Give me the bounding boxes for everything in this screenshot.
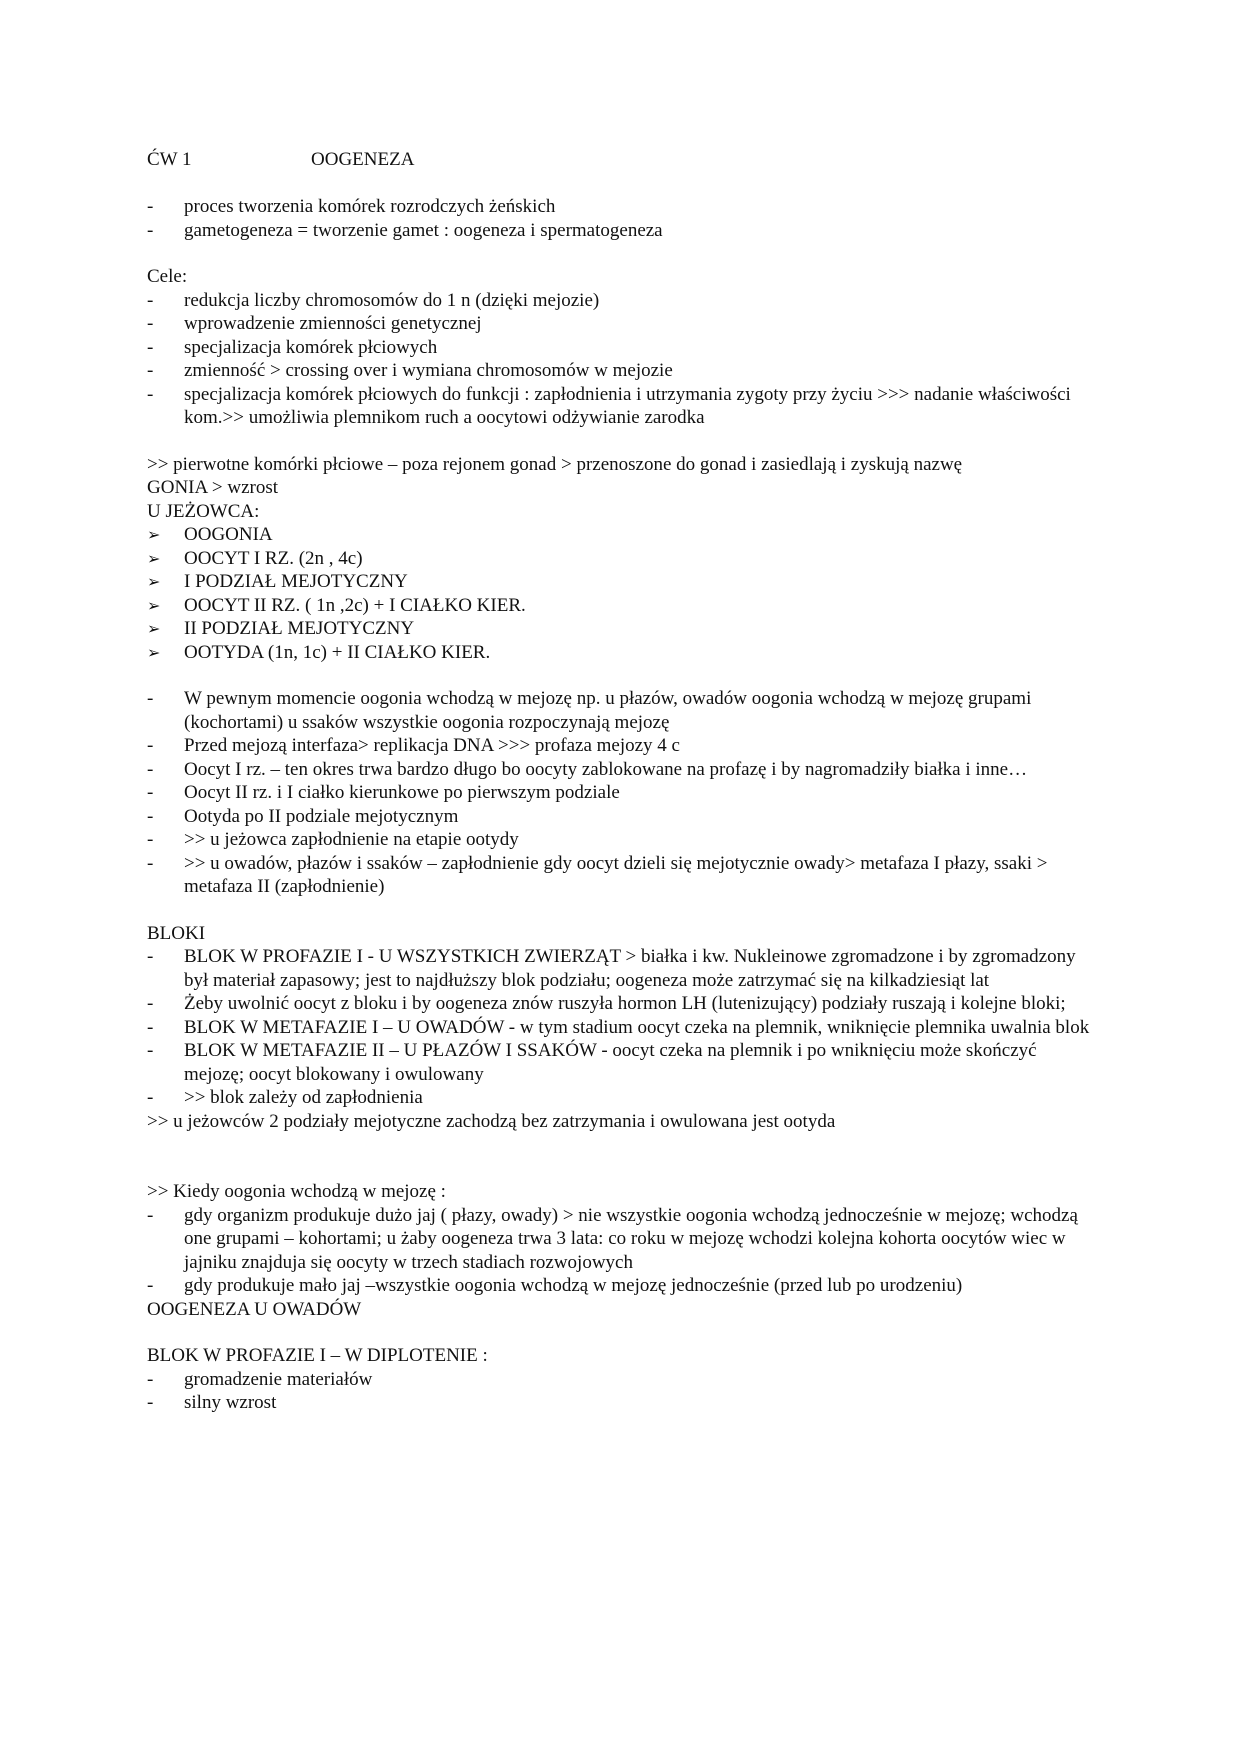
- arrow-bullet-icon: ➢: [147, 595, 161, 615]
- dash-marker: -: [147, 289, 154, 311]
- dash-marker: -: [147, 805, 154, 827]
- dash-marker: -: [147, 946, 154, 967]
- list-item: - BLOK W PROFAZIE I - U WSZYSTKICH ZWIERZĄT > białka i kw. Nukleinowe zgromadzone i by zgromadzony był materiał zapasowy; jest to najdłuższy blok podziału; oogeneza może zatrzymać się na kilkadziesiąt lat: [147, 946, 1076, 991]
- dash-marker: -: [147, 852, 154, 874]
- dash-marker: -: [147, 688, 154, 709]
- list-item: - proces tworzenia komórek rozrodczych żeńskich: [147, 196, 556, 217]
- list-item: - >> u jeżowca zapłodnienie na etapie ootydy: [147, 829, 519, 850]
- list-item: - Ootyda po II podziale mejotycznym: [147, 805, 459, 827]
- list-item: - Przed mejozą interfaza> replikacja DNA >>> profaza mejozy 4 c: [147, 735, 680, 756]
- dash-marker: -: [147, 735, 154, 756]
- list-item: - >> blok zależy od zapłodnienia: [147, 1087, 423, 1108]
- document-body: [147, 148, 1097, 1415]
- dash-marker: -: [147, 1275, 154, 1296]
- list-item: - Oocyt II rz. i I ciałko kierunkowe po pierwszym podziale: [147, 782, 620, 803]
- bloki-list: [147, 945, 1097, 1110]
- list-item: - gromadzenie materiałów: [147, 1368, 373, 1390]
- list-item: - wprowadzenie zmienności genetycznej: [147, 313, 482, 334]
- dash-marker: -: [147, 758, 154, 780]
- cele-heading: Cele:: [147, 266, 188, 287]
- list-item: ➢ OOCYT II RZ. ( 1n ,2c) + I CIAŁKO KIER.: [147, 594, 526, 616]
- dash-marker: -: [147, 219, 154, 241]
- list-item: - Oocyt I rz. – ten okres trwa bardzo długo bo oocyty zablokowane na profazę i by nagromadziły białka i inne…: [147, 758, 1028, 780]
- dash-marker: -: [147, 1040, 154, 1061]
- bloki-heading: BLOKI: [147, 922, 206, 944]
- list-item: - W pewnym momencie oogonia wchodzą w mejozę np. u płazów, owadów oogonia wchodzą w mejozę grupami (kochortami) u ssaków wszystkie oogonia rozpoczynają mejozę: [147, 688, 1032, 733]
- dash-marker: -: [147, 1204, 154, 1226]
- dash-marker: -: [147, 360, 154, 381]
- paragraph-pierwotne: >> pierwotne komórki płciowe – poza rejonem gonad > przenoszone do gonad i zasiedlają i zyskują nazwę: [147, 453, 963, 475]
- dash-marker: -: [147, 383, 154, 405]
- list-item: ➢ OOGONIA: [147, 524, 273, 545]
- page-title: OOGENEZA: [311, 149, 415, 170]
- arrow-bullet-icon: ➢: [147, 572, 161, 591]
- etapy-list: [147, 687, 1097, 899]
- arrow-bullet-icon: ➢: [147, 619, 161, 638]
- kiedy-heading: >> Kiedy oogonia wchodzą w mejozę :: [147, 1181, 446, 1202]
- dash-marker: -: [147, 1392, 154, 1413]
- diploten-list: [147, 1368, 1097, 1415]
- list-item: ➢ I PODZIAŁ MEJOTYCZNY: [147, 571, 408, 592]
- paragraph-jezowce: >> u jeżowców 2 podziały mejotyczne zachodzą bez zatrzymania i owulowana jest ootyda: [147, 1110, 836, 1132]
- dash-marker: -: [147, 1368, 154, 1390]
- dash-marker: -: [147, 829, 154, 850]
- diploten-heading: BLOK W PROFAZIE I – W DIPLOTENIE :: [147, 1345, 488, 1366]
- dash-marker: -: [147, 313, 154, 334]
- dash-marker: -: [147, 196, 154, 217]
- list-item: - specjalizacja komórek płciowych do funkcji : zapłodnienia i utrzymania zygoty przy życiu >>> nadanie właściwości kom.>> umożliwia plemnikom ruch a oocytowi odżywianie zarodka: [147, 383, 1071, 428]
- list-item: - specjalizacja komórek płciowych: [147, 336, 438, 358]
- dash-marker: -: [147, 1087, 154, 1108]
- intro-list: [147, 195, 1097, 242]
- list-item: - zmienność > crossing over i wymiana chromosomów w mejozie: [147, 360, 673, 381]
- owady-heading: OOGENEZA U OWADÓW: [147, 1298, 362, 1320]
- dash-marker: -: [147, 782, 154, 803]
- list-item: ➢ OOCYT I RZ. (2n , 4c): [147, 547, 363, 569]
- arrow-bullet-icon: ➢: [147, 548, 161, 568]
- list-item: ➢ OOTYDA (1n, 1c) + II CIAŁKO KIER.: [147, 641, 491, 663]
- list-item: - silny wzrost: [147, 1392, 277, 1413]
- kiedy-list: [147, 1204, 1097, 1298]
- list-item: - redukcja liczby chromosomów do 1 n (dzięki mejozie): [147, 289, 600, 311]
- arrow-bullet-icon: ➢: [147, 642, 161, 662]
- list-item: - gdy produkuje mało jaj –wszystkie oogonia wchodzą w mejozę jednocześnie (przed lub po urodzeniu): [147, 1275, 963, 1296]
- exercise-number: ĆW 1: [147, 149, 192, 170]
- paragraph-gonia: GONIA > wzrost: [147, 477, 279, 498]
- list-item: - gametogeneza = tworzenie gamet : oogeneza i spermatogeneza: [147, 219, 663, 241]
- dash-marker: -: [147, 993, 154, 1014]
- cele-list: [147, 289, 1097, 430]
- list-item: - gdy organizm produkuje dużo jaj ( płazy, owady) > nie wszystkie oogonia wchodzą jednocześnie w mejozę; wchodzą one grupami – kohortami; u żaby oogeneza trwa 3 lata: co roku w mejozę wchodzi kolejna kohorta oocytów wiec w jajniku znajduja się oocyty w trzech stadiach rozwojowych: [147, 1204, 1078, 1273]
- dash-marker: -: [147, 1016, 154, 1038]
- dash-marker: -: [147, 336, 154, 358]
- jezowiec-heading: U JEŻOWCA:: [147, 500, 260, 522]
- arrow-bullet-icon: ➢: [147, 525, 161, 544]
- list-item: - Żeby uwolnić oocyt z bloku i by oogeneza znów ruszyła hormon LH (lutenizujący) podziały ruszają i kolejne bloki;: [147, 993, 1066, 1014]
- list-item: - >> u owadów, płazów i ssaków – zapłodnienie gdy oocyt dzieli się mejotycznie owady> metafaza I płazy, ssaki > metafaza II (zapłodnienie): [147, 852, 1048, 897]
- list-item: - BLOK W METAFAZIE II – U PŁAZÓW I SSAKÓW - oocyt czeka na plemnik i po wniknięciu może skończyć mejozę; oocyt blokowany i owulowany: [147, 1040, 1037, 1085]
- jezowiec-list: [147, 523, 1097, 664]
- list-item: ➢ II PODZIAŁ MEJOTYCZNY: [147, 618, 415, 639]
- list-item: - BLOK W METAFAZIE I – U OWADÓW - w tym stadium oocyt czeka na plemnik, wniknięcie plemnika uwalnia blok: [147, 1016, 1090, 1038]
- title-line: [147, 148, 1097, 172]
